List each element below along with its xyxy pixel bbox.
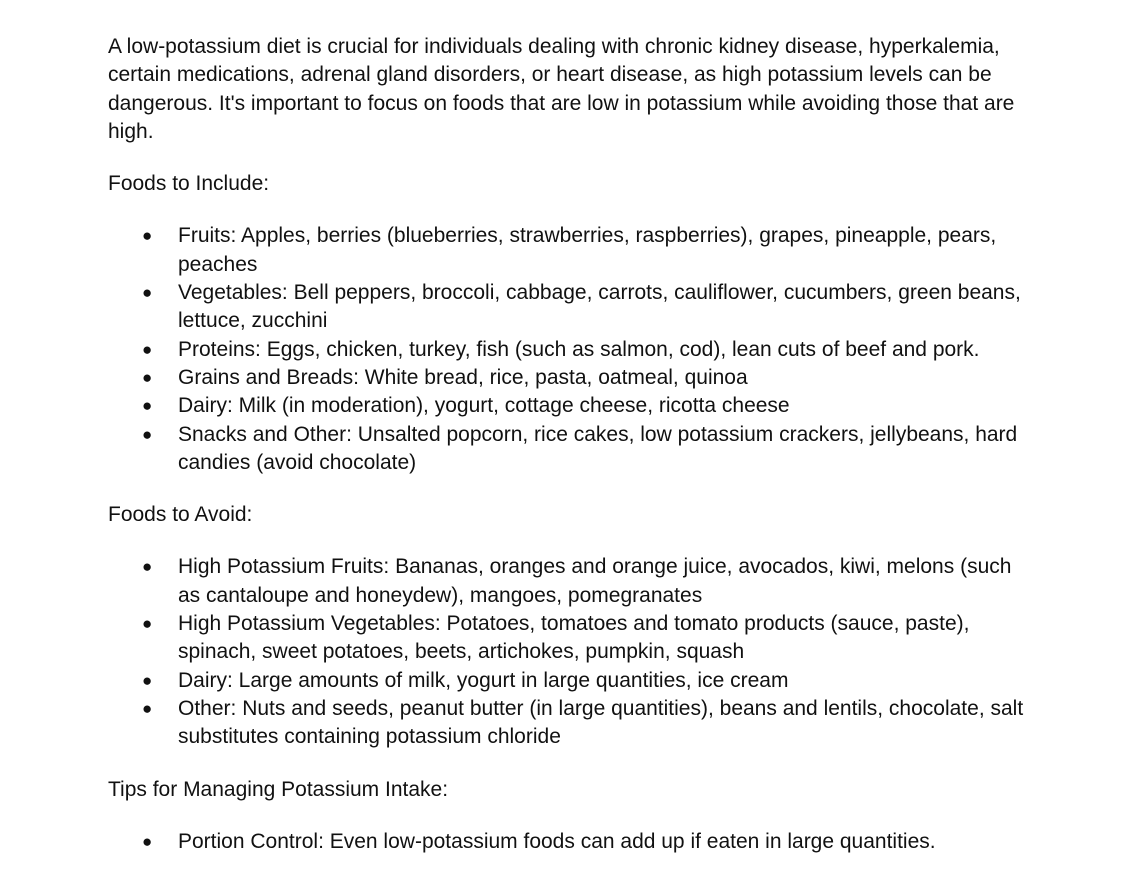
- bullet-icon: ●: [142, 226, 153, 246]
- bullet-icon: ●: [142, 698, 153, 718]
- list-item: ● Dairy: Milk (in moderation), yogurt, cottage cheese, ricotta cheese: [108, 392, 1028, 420]
- bullet-icon: ●: [142, 670, 153, 690]
- bullet-icon: ●: [142, 367, 153, 387]
- list-item: ● High Potassium Vegetables: Potatoes, tomatoes and tomato products (sauce, paste), spinach, sweet potatoes, beets, artichokes, pumpkin, squash: [142, 612, 970, 664]
- list-item: ● Proteins: Eggs, chicken, turkey, fish (such as salmon, cod), lean cuts of beef and pork.: [108, 336, 1028, 364]
- intro-paragraph: A low-potassium diet is crucial for individuals dealing with chronic kidney disease, hyperkalemia, certain medications, adrenal gland disorders, or heart disease, as high potassium levels can be dangerous. It's important to focus on foods that are low in potassium while avoiding those that are high.: [108, 35, 1015, 143]
- list-item: ● Fruits: Apples, berries (blueberries, strawberries, raspberries), grapes, pineapple, pears, peaches: [142, 224, 997, 276]
- bullet-icon: ●: [142, 283, 153, 303]
- tips-heading: Tips for Managing Potassium Intake:: [108, 777, 449, 801]
- bullet-icon: ●: [142, 557, 153, 577]
- bullet-icon: ●: [142, 339, 153, 359]
- list-item: ● Other: Nuts and seeds, peanut butter (in large quantities), beans and lentils, chocolate, salt substitutes containing potassium chloride: [142, 696, 1024, 749]
- list-item: ● Grains and Breads: White bread, rice, pasta, oatmeal, quinoa: [108, 364, 1028, 392]
- foods-to-avoid-list: [108, 553, 1028, 751]
- list-item: ● High Potassium Fruits: Bananas, oranges and orange juice, avocados, kiwi, melons (such as cantaloupe and honeydew), mangoes, pomegranates: [142, 555, 1012, 607]
- bullet-icon: ●: [142, 614, 153, 634]
- list-item: ● Portion Control: Even low-potassium foods can add up if eaten in large quantities.: [108, 828, 1028, 856]
- bullet-icon: ●: [142, 424, 153, 444]
- list-item: ● Vegetables: Bell peppers, broccoli, cabbage, carrots, cauliflower, cucumbers, green beans, lettuce, zucchini: [142, 281, 1021, 333]
- tips-list: [108, 828, 1028, 856]
- foods-to-include-list: [108, 222, 1028, 477]
- foods-to-include-heading: Foods to Include:: [108, 172, 270, 196]
- list-item: ● Dairy: Large amounts of milk, yogurt in large quantities, ice cream: [108, 667, 1028, 695]
- document-page: [108, 33, 1028, 880]
- list-item: ● Snacks and Other: Unsalted popcorn, rice cakes, low potassium crackers, jellybeans, hard candies (avoid chocolate): [142, 422, 1018, 474]
- bullet-icon: ●: [142, 396, 153, 416]
- foods-to-avoid-heading: Foods to Avoid:: [108, 503, 253, 527]
- bullet-icon: ●: [142, 831, 153, 851]
